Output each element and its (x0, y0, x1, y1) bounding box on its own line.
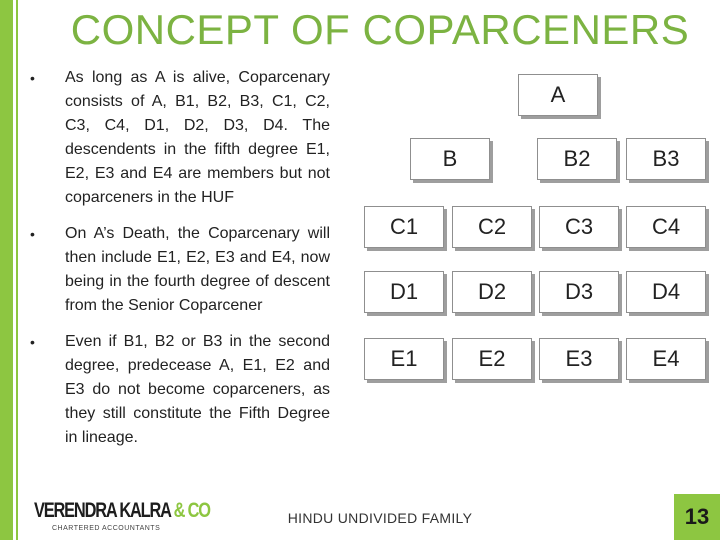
logo-amp-text: & CO (173, 499, 210, 522)
logo-wordmark (34, 499, 210, 523)
bullet-dot-icon: • (30, 226, 35, 242)
tree-node-b: B3 (626, 138, 706, 180)
tree-node-c: C2 (452, 206, 532, 248)
bullet-item (28, 66, 330, 210)
bullet-text: Even if B1, B2 or B3 in the second degree, predecease A, E1, E2 and E3 do not become coparceners, as they still constitute the Fifth Degree in lineage. (65, 333, 330, 446)
logo-subtitle: CHARTERED ACCOUNTANTS (52, 525, 161, 532)
bullet-list (28, 66, 330, 462)
tree-node-e: E2 (452, 338, 532, 380)
bullet-item (28, 222, 330, 318)
tree-node-c: C1 (364, 206, 444, 248)
tree-node-b: B2 (537, 138, 617, 180)
bullet-text: On A’s Death, the Coparcenary will then include E1, E2, E3 and E4, now being in the fourth degree of descent from the Senior Coparcener (65, 225, 330, 314)
left-accent-bar (0, 0, 13, 540)
tree-node-c: C3 (539, 206, 619, 248)
slide-title: CONCEPT OF COPARCENERS (70, 6, 690, 53)
tree-node-d: D1 (364, 271, 444, 313)
bullet-dot-icon: • (30, 70, 35, 86)
tree-node-b: B (410, 138, 490, 180)
logo-name-text: VERENDRA KALRA (34, 499, 171, 522)
page-number-badge: 13 (674, 494, 720, 540)
tree-node-d: D2 (452, 271, 532, 313)
tree-node-c: C4 (626, 206, 706, 248)
tree-node-d: D4 (626, 271, 706, 313)
tree-node-e: E4 (626, 338, 706, 380)
bullet-dot-icon: • (30, 334, 35, 350)
tree-node-root: A (518, 74, 598, 116)
tree-node-e: E3 (539, 338, 619, 380)
left-accent-line (16, 0, 18, 540)
bullet-item (28, 330, 330, 450)
tree-node-e: E1 (364, 338, 444, 380)
tree-node-d: D3 (539, 271, 619, 313)
footer-text: HINDU UNDIVIDED FAMILY (287, 510, 473, 526)
bullet-text: As long as A is alive, Coparcenary consists of A, B1, B2, B3, C1, C2, C3, C4, D1, D2, D3, D4. The descendents in the fifth degree E1, E2, E3 and E4 are members but not coparceners in the HUF (65, 69, 330, 206)
company-logo (28, 492, 210, 536)
